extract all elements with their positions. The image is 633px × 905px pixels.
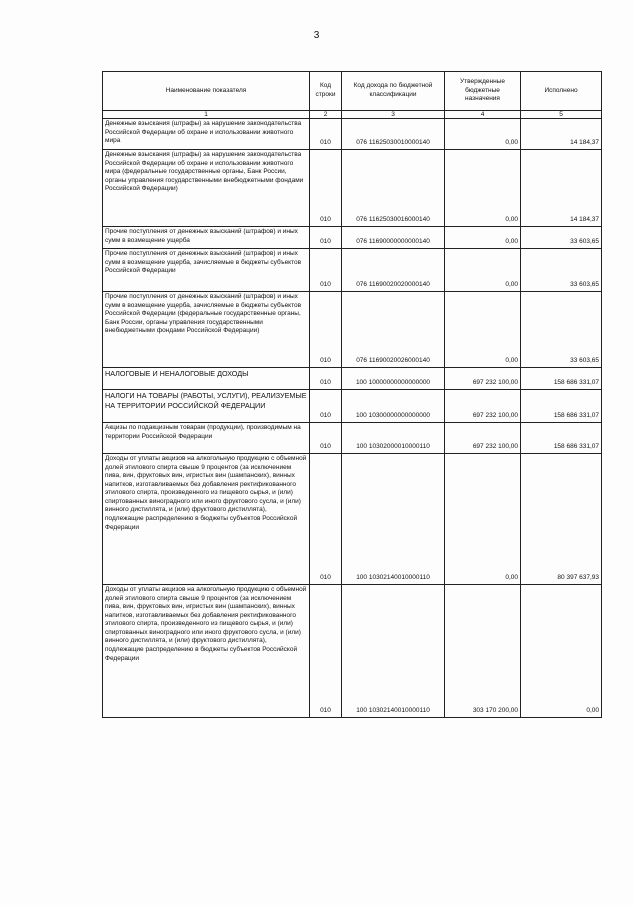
row-executed: 33 603,65 — [521, 292, 602, 368]
row-name: Денежные взыскания (штрафы) за нарушение законодательства Российской Федерации об охране и использовании животного мира — [103, 119, 310, 150]
row-approved: 0,00 — [445, 454, 521, 585]
row-executed: 158 686 331,07 — [521, 368, 602, 390]
row-name: Доходы от уплаты акцизов на алкогольную продукцию с объемной долей этилового спирта свыше 9 процентов (за исключением пива, вин, фруктовых вин, игристых вин (шампанских), винных напитков, изготавливаемых без добавления ректификованного этилового спирта, произведенного из пищевого сырья, и (или) спиртованных виноградного или иного фруктового сусла, и (или) винного дистиллята, и (или) фруктового дистиллята), подлежащие распределению в бюджеты субъектов Российской Федерации — [103, 585, 310, 718]
row-executed: 33 603,65 — [521, 227, 602, 249]
row-approved: 0,00 — [445, 150, 521, 227]
table-row — [103, 150, 602, 227]
row-line-code: 010 — [310, 390, 342, 423]
row-line-code: 010 — [310, 368, 342, 390]
row-line-code: 010 — [310, 150, 342, 227]
table-row — [103, 454, 602, 585]
column-header-name: Наименование показателя — [103, 72, 310, 111]
column-header-executed: Исполнено — [521, 72, 602, 111]
table-row — [103, 292, 602, 368]
row-approved: 697 232 100,00 — [445, 368, 521, 390]
table-column-numbers-row — [103, 111, 602, 119]
row-approved: 697 232 100,00 — [445, 390, 521, 423]
column-header-approved: Утвержденные бюджетные назначения — [445, 72, 521, 111]
row-line-code: 010 — [310, 119, 342, 150]
table-row — [103, 423, 602, 454]
row-approved: 697 232 100,00 — [445, 423, 521, 454]
column-header-line-code: Код строки — [310, 72, 342, 111]
table-row — [103, 585, 602, 718]
row-approved: 303 170 200,00 — [445, 585, 521, 718]
row-executed: 158 686 331,07 — [521, 423, 602, 454]
row-name: Денежные взыскания (штрафы) за нарушение законодательства Российской Федерации об охране и использовании животного мира (федеральные государственные органы, Банк России, органы управления государственными внебюджетными фондами Российской Федерации) — [103, 150, 310, 227]
column-number: 4 — [445, 111, 521, 119]
row-name: Прочие поступления от денежных взысканий (штрафов) и иных сумм в возмещение ущерба, зачисляемые в бюджеты субъектов Российской Федерации — [103, 249, 310, 292]
row-income-code: 076 11625030010000140 — [342, 119, 445, 150]
row-approved: 0,00 — [445, 249, 521, 292]
row-income-code: 076 11690020026000140 — [342, 292, 445, 368]
row-executed: 158 686 331,07 — [521, 390, 602, 423]
column-header-income-code: Код дохода по бюджетной классификации — [342, 72, 445, 111]
row-executed: 0,00 — [521, 585, 602, 718]
row-line-code: 010 — [310, 292, 342, 368]
row-income-code: 076 11690000000000140 — [342, 227, 445, 249]
row-line-code: 010 — [310, 454, 342, 585]
column-number: 3 — [342, 111, 445, 119]
row-name: Доходы от уплаты акцизов на алкогольную продукцию с объемной долей этилового спирта свыше 9 процентов (за исключением пива, вин, фруктовых вин, игристых вин (шампанских), винных напитков, изготавливаемых без добавления ректификованного этилового спирта, произведенного из пищевого сырья, и (или) спиртованных виноградного или иного фруктового сусла, и (или) винного дистиллята, и (или) фруктового дистиллята), подлежащие распределению в бюджеты субъектов Российской Федерации — [103, 454, 310, 585]
row-approved: 0,00 — [445, 292, 521, 368]
row-income-code: 100 10300000000000000 — [342, 390, 445, 423]
table-row — [103, 227, 602, 249]
row-income-code: 100 10302140010000110 — [342, 454, 445, 585]
row-approved: 0,00 — [445, 119, 521, 150]
row-line-code: 010 — [310, 249, 342, 292]
row-line-code: 010 — [310, 423, 342, 454]
table-row — [103, 119, 602, 150]
column-number: 5 — [521, 111, 602, 119]
table-header-row — [103, 72, 602, 111]
table-row — [103, 249, 602, 292]
row-line-code: 010 — [310, 227, 342, 249]
budget-execution-table — [102, 71, 602, 718]
row-income-code: 076 11690020020000140 — [342, 249, 445, 292]
column-number: 2 — [310, 111, 342, 119]
row-income-code: 100 10302000010000110 — [342, 423, 445, 454]
row-executed: 33 603,65 — [521, 249, 602, 292]
row-line-code: 010 — [310, 585, 342, 718]
page-number: 3 — [313, 30, 320, 41]
row-name: НАЛОГИ НА ТОВАРЫ (РАБОТЫ, УСЛУГИ), РЕАЛИЗУЕМЫЕ НА ТЕРРИТОРИИ РОССИЙСКОЙ ФЕДЕРАЦИИ — [103, 390, 310, 423]
table-row — [103, 368, 602, 390]
row-income-code: 076 11625030016000140 — [342, 150, 445, 227]
row-income-code: 100 10302140010000110 — [342, 585, 445, 718]
row-executed: 14 184,37 — [521, 150, 602, 227]
column-number: 1 — [103, 111, 310, 119]
row-income-code: 100 10000000000000000 — [342, 368, 445, 390]
row-name: Прочие поступления от денежных взысканий (штрафов) и иных сумм в возмещение ущерба, зачисляемые в бюджеты субъектов Российской Федерации (федеральные государственные органы, Банк России, органы управления государственными внебюджетными фондами Российской Федерации) — [103, 292, 310, 368]
row-executed: 80 397 637,93 — [521, 454, 602, 585]
table-row — [103, 390, 602, 423]
row-name: Прочие поступления от денежных взысканий (штрафов) и иных сумм в возмещение ущерба — [103, 227, 310, 249]
row-name: НАЛОГОВЫЕ И НЕНАЛОГОВЫЕ ДОХОДЫ — [103, 368, 310, 390]
row-name: Акцизы по подакцизным товарам (продукции), производимым на территории Российской Федерации — [103, 423, 310, 454]
row-approved: 0,00 — [445, 227, 521, 249]
row-executed: 14 184,37 — [521, 119, 602, 150]
